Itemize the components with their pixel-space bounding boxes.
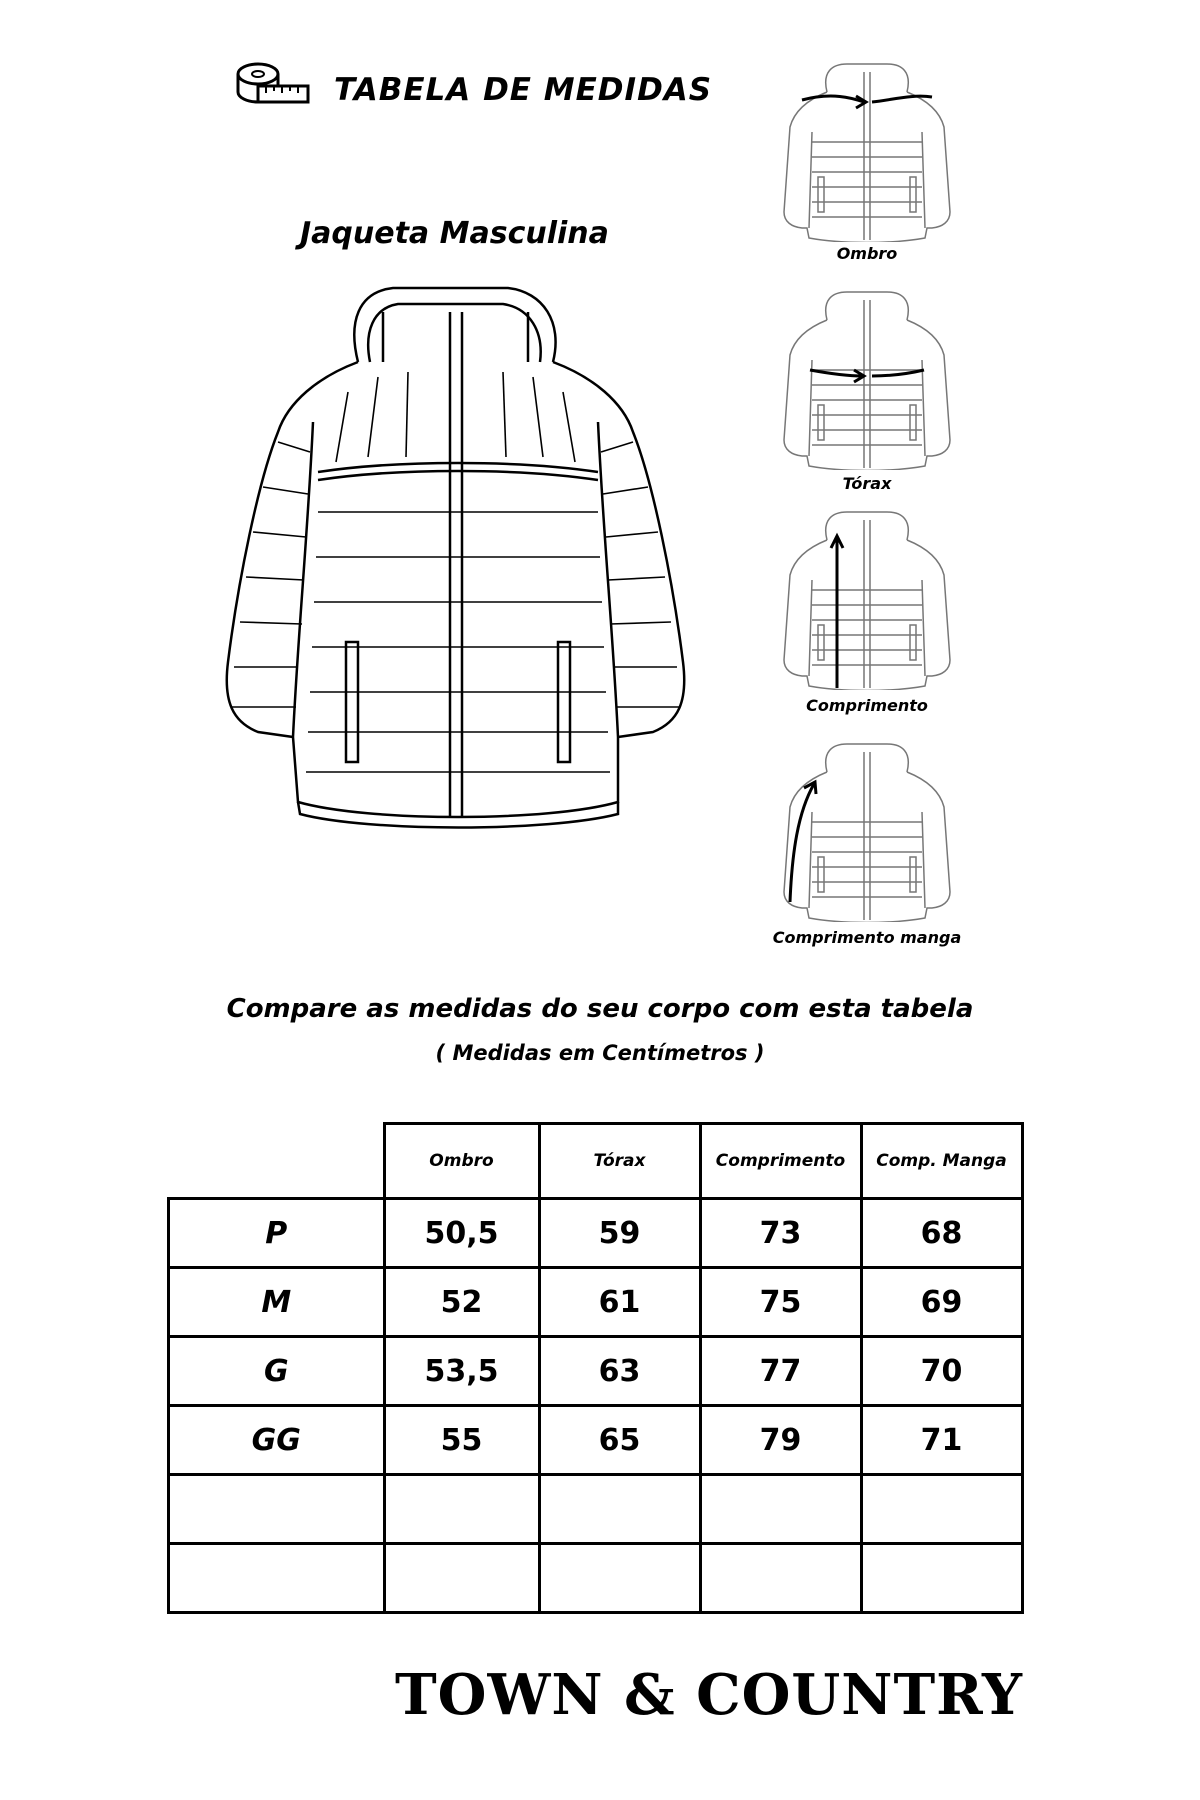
size-label: P [169, 1199, 385, 1268]
table-cell [700, 1475, 861, 1544]
size-label: G [169, 1337, 385, 1406]
table-cell: 73 [700, 1199, 861, 1268]
column-header-ombro: Ombro [384, 1124, 539, 1199]
column-header-comp-manga: Comp. Manga [861, 1124, 1022, 1199]
table-cell: 61 [539, 1268, 700, 1337]
view-label-torax: Tórax [842, 474, 892, 493]
table-cell: 63 [539, 1337, 700, 1406]
table-cell: 68 [861, 1199, 1022, 1268]
table-cell: 79 [700, 1406, 861, 1475]
table-cell: 55 [384, 1406, 539, 1475]
length-view-illustration [782, 510, 952, 690]
table-cell: 69 [861, 1268, 1022, 1337]
table-row [169, 1475, 1023, 1544]
view-label-comprimento-manga: Comprimento manga [772, 928, 962, 947]
tape-measure-icon [236, 60, 310, 106]
table-row [169, 1199, 1023, 1268]
table-cell: 53,5 [384, 1337, 539, 1406]
product-name: Jaqueta Masculina [300, 216, 609, 251]
table-cell [700, 1544, 861, 1613]
size-label: GG [169, 1406, 385, 1475]
size-label: M [169, 1268, 385, 1337]
view-label-comprimento: Comprimento [806, 696, 928, 715]
table-cell [539, 1475, 700, 1544]
table-cell [539, 1544, 700, 1613]
table-cell: 50,5 [384, 1199, 539, 1268]
page-title: TABELA DE MEDIDAS [334, 72, 713, 108]
brand-name: TOWN & COUNTRY [395, 1662, 1023, 1728]
column-header-torax: Tórax [539, 1124, 700, 1199]
table-row [169, 1337, 1023, 1406]
table-cell [384, 1475, 539, 1544]
chest-view-illustration [782, 290, 952, 470]
size-label [169, 1544, 385, 1613]
table-row [169, 1544, 1023, 1613]
compare-instruction: Compare as medidas do seu corpo com esta tabela [226, 994, 974, 1024]
table-cell: 71 [861, 1406, 1022, 1475]
table-cell: 59 [539, 1199, 700, 1268]
table-cell: 65 [539, 1406, 700, 1475]
table-cell: 75 [700, 1268, 861, 1337]
table-cell [861, 1475, 1022, 1544]
table-cell [384, 1544, 539, 1613]
size-label [169, 1475, 385, 1544]
size-table [167, 1122, 1024, 1614]
column-header-comprimento: Comprimento [700, 1124, 861, 1199]
table-cell: 77 [700, 1337, 861, 1406]
shoulder-view-illustration [782, 62, 952, 242]
jacket-illustration [218, 282, 718, 832]
table-corner [169, 1124, 385, 1199]
table-row [169, 1406, 1023, 1475]
table-cell: 52 [384, 1268, 539, 1337]
table-cell [861, 1544, 1022, 1613]
sleeve-view-illustration [782, 742, 952, 922]
units-note: ( Medidas em Centímetros ) [435, 1041, 765, 1065]
view-label-ombro: Ombro [836, 244, 898, 263]
table-header-row [169, 1124, 1023, 1199]
table-cell: 70 [861, 1337, 1022, 1406]
table-row [169, 1268, 1023, 1337]
